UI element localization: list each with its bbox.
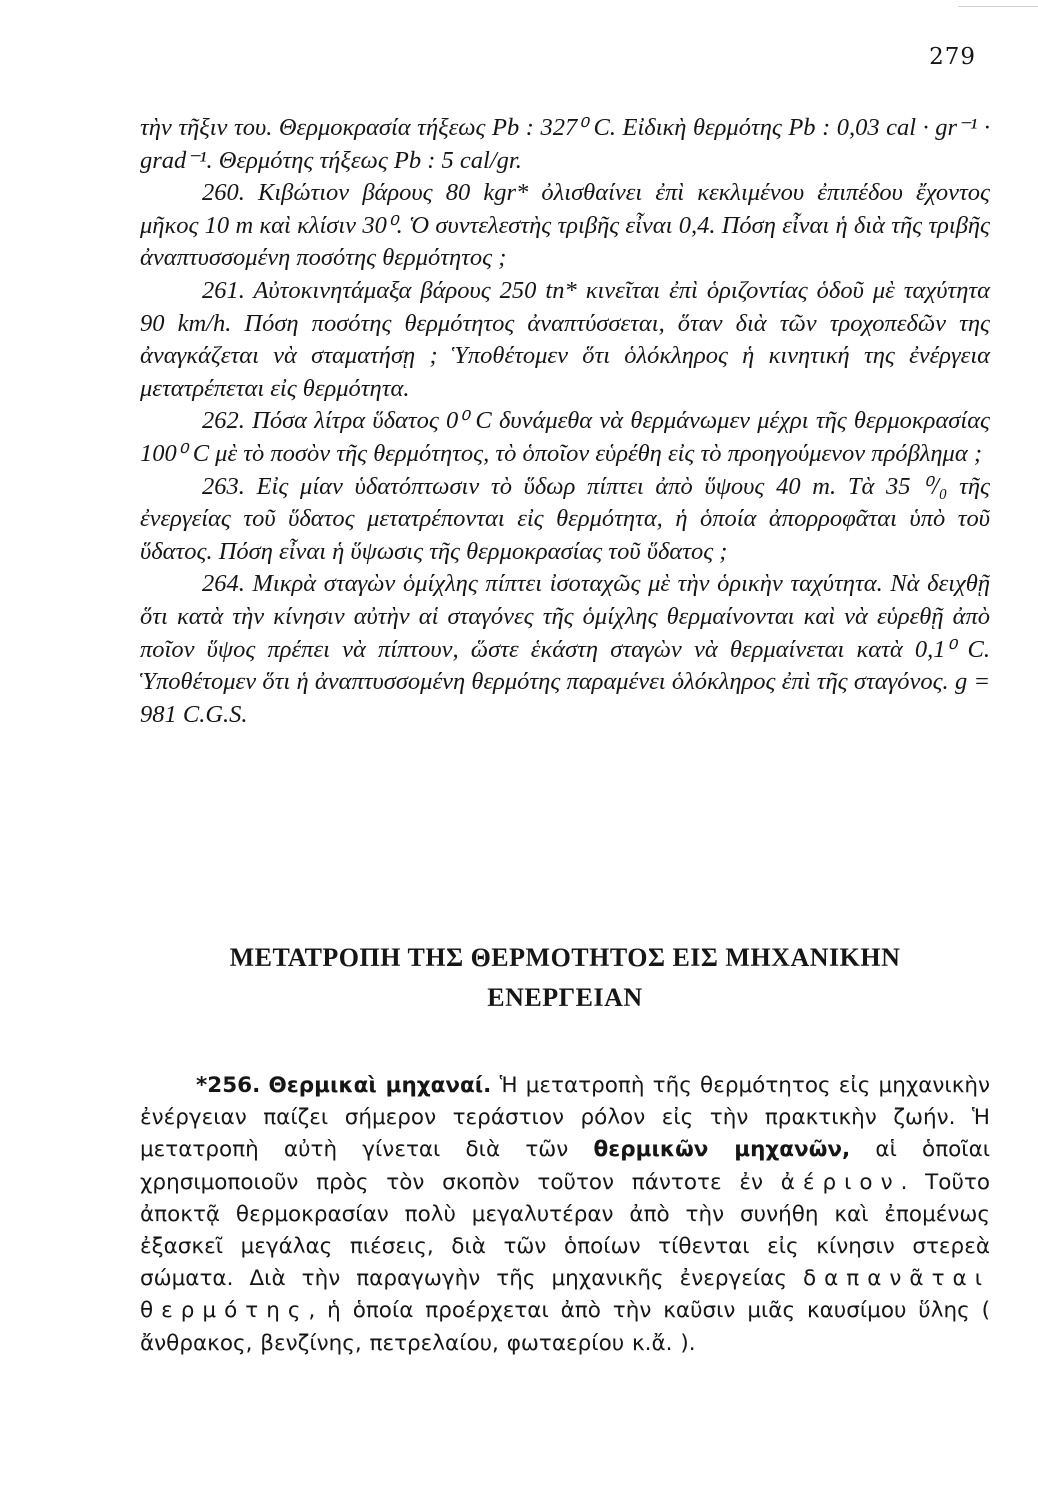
section-text-part-c: αἱ ὁποῖαι χρησιμοποιοῦν πρὸς τὸν σκοπὸν τοῦτον πάντοτε ἐν	[140, 1137, 991, 1195]
problem-260: 260. Κιβώτιον βάρους 80 kgr* ὀλισθαίνει ἐπὶ κεκλιμένου ἐπιπέδου ἔχοντος μῆκος 10 m καὶ κλίσιν 30⁰. Ὁ συντελεστὴς τριβῆς εἶναι 0,4. Πόση εἶναι ἡ διὰ τῆς τριβῆς ἀναπτυσσομένη ποσότης θερμότητος ;	[140, 179, 990, 272]
problem-264: 264. Μικρὰ σταγὼν ὁμίχλης πίπτει ἰσοταχῶς μὲ τὴν ὁρικὴν ταχύτητα. Νὰ δειχθῇ ὅτι κατὰ τὴν κίνησιν αὐτὴν αἱ σταγόνες τῆς ὁμίχλης θερμαίνονται καὶ νὰ εὑρεθῇ ἀπὸ ποῖον ὕψος πρέπει νὰ πίπτουν, ὥστε ἑκάστη σταγὼν νὰ θερμαίνεται κατὰ 0,1⁰ C. Ὑποθέτομεν ὅτι ἡ ἀναπτυσσομένη θερμότης παραμένει ὁλόκληρος ἐπὶ τῆς σταγόνος. g = 981 C.G.S.	[140, 570, 990, 728]
problem-261: 261. Αὐτοκινητάμαξα βάρους 250 tn* κινεῖται ἐπὶ ὁριζοντίας ὁδοῦ μὲ ταχύτητα 90 km/h. Πόση ποσότης θερμότητος ἀναπτύσσεται, ὅταν διὰ τῶν τροχοπεδῶν της ἀναγκάζεται νὰ σταματήσῃ ; Ὑποθέτομεν ὅτι ὁλόκληρος ἡ κινητική της ἐνέργεια μετατρέπεται εἰς θερμότητα.	[140, 276, 990, 402]
top-edge-rule	[958, 6, 1038, 7]
exercise-text-block	[140, 112, 990, 731]
problem-262: 262. Πόσα λίτρα ὕδατος 0⁰ C δυνάμεθα νὰ θερμάνωμεν μέχρι τῆς θερμοκρασίας 100⁰ C μὲ τὸ ποσὸν τῆς θερμότητος, τὸ ὁποῖον εὑρέθη εἰς τὸ προηγούμενον πρόβλημα ;	[140, 407, 990, 467]
section-text-part-a: Ἡ μετατροπὴ τῆς θερμότητος εἰς μηχανικὴν ἐνέργειαν παίζει σήμερον τεράστιον ρόλον εἰς τὴν πρακτικὴν ζωήν. Ἡ μετατροπὴ αὐτὴ γίνεται διὰ τῶν	[140, 1073, 991, 1163]
section-number: *256.	[196, 1073, 261, 1098]
section-256-paragraph	[140, 1070, 990, 1360]
section-text-part-g: , ἡ ὁποία προέρχεται ἀπὸ τὴν καῦσιν μιᾶς καυσίμου ὕλης ( ἄνθρακος, βενζίνης, πετρελαίου, φωταερίου κ.ἄ. ).	[140, 1298, 990, 1356]
section-title: Θερμικαὶ μηχαναί.	[268, 1073, 492, 1098]
section-bold-term: θερμικῶν μηχανῶν,	[593, 1137, 851, 1163]
section-256-block	[140, 1070, 990, 1360]
section-spaced-term-air: ἀέριον	[780, 1169, 901, 1195]
section-text-part-e: . Τοῦτο ἀποκτᾷ θερμοκρασίαν πολὺ μεγαλυτέραν ἀπὸ τὴν συνήθη καὶ ἐπομένως ἐξασκεῖ μεγάλας πιέσεις, διὰ τῶν ὁποίων τίθενται εἰς κίνησιν στερεὰ σώματα. Διὰ τὴν παραγωγὴν τῆς μηχανικῆς ἐνεργείας	[140, 1169, 990, 1292]
chapter-heading	[140, 938, 990, 1018]
section-spaced-term-heat: δαπανᾶται θερμότης	[140, 1266, 990, 1324]
chapter-heading-line-2: ΕΝΕΡΓΕΙΑΝ	[487, 983, 643, 1012]
page-number: 279	[929, 44, 976, 70]
chapter-heading-line-1: ΜΕΤΑΤΡΟΠΗ ΤΗΣ ΘΕΡΜΟΤΗΤΟΣ ΕΙΣ ΜΗΧΑΝΙΚΗΝ	[229, 943, 901, 972]
problem-263: 263. Εἰς μίαν ὑδατόπτωσιν τὸ ὕδωρ πίπτει ἀπὸ ὕψους 40 m. Τὰ 35 ⁰/₀ τῆς ἐνεργείας τοῦ ὕδατος μετατρέπονται εἰς θερμότητα, ἡ ὁποία ἀπορροφᾶται ὑπὸ τοῦ ὕδατος. Πόση εἶναι ἡ ὕψωσις τῆς θερμοκρασίας τοῦ ὕδατος ;	[140, 472, 990, 565]
paragraph-continuation: τὴν τῆξιν του. Θερμοκρασία τήξεως Pb : 327⁰ C. Εἰδικὴ θερμότης Pb : 0,03 cal · gr⁻¹ · grad⁻¹. Θερμότης τήξεως Pb : 5 cal/gr.	[140, 114, 990, 174]
